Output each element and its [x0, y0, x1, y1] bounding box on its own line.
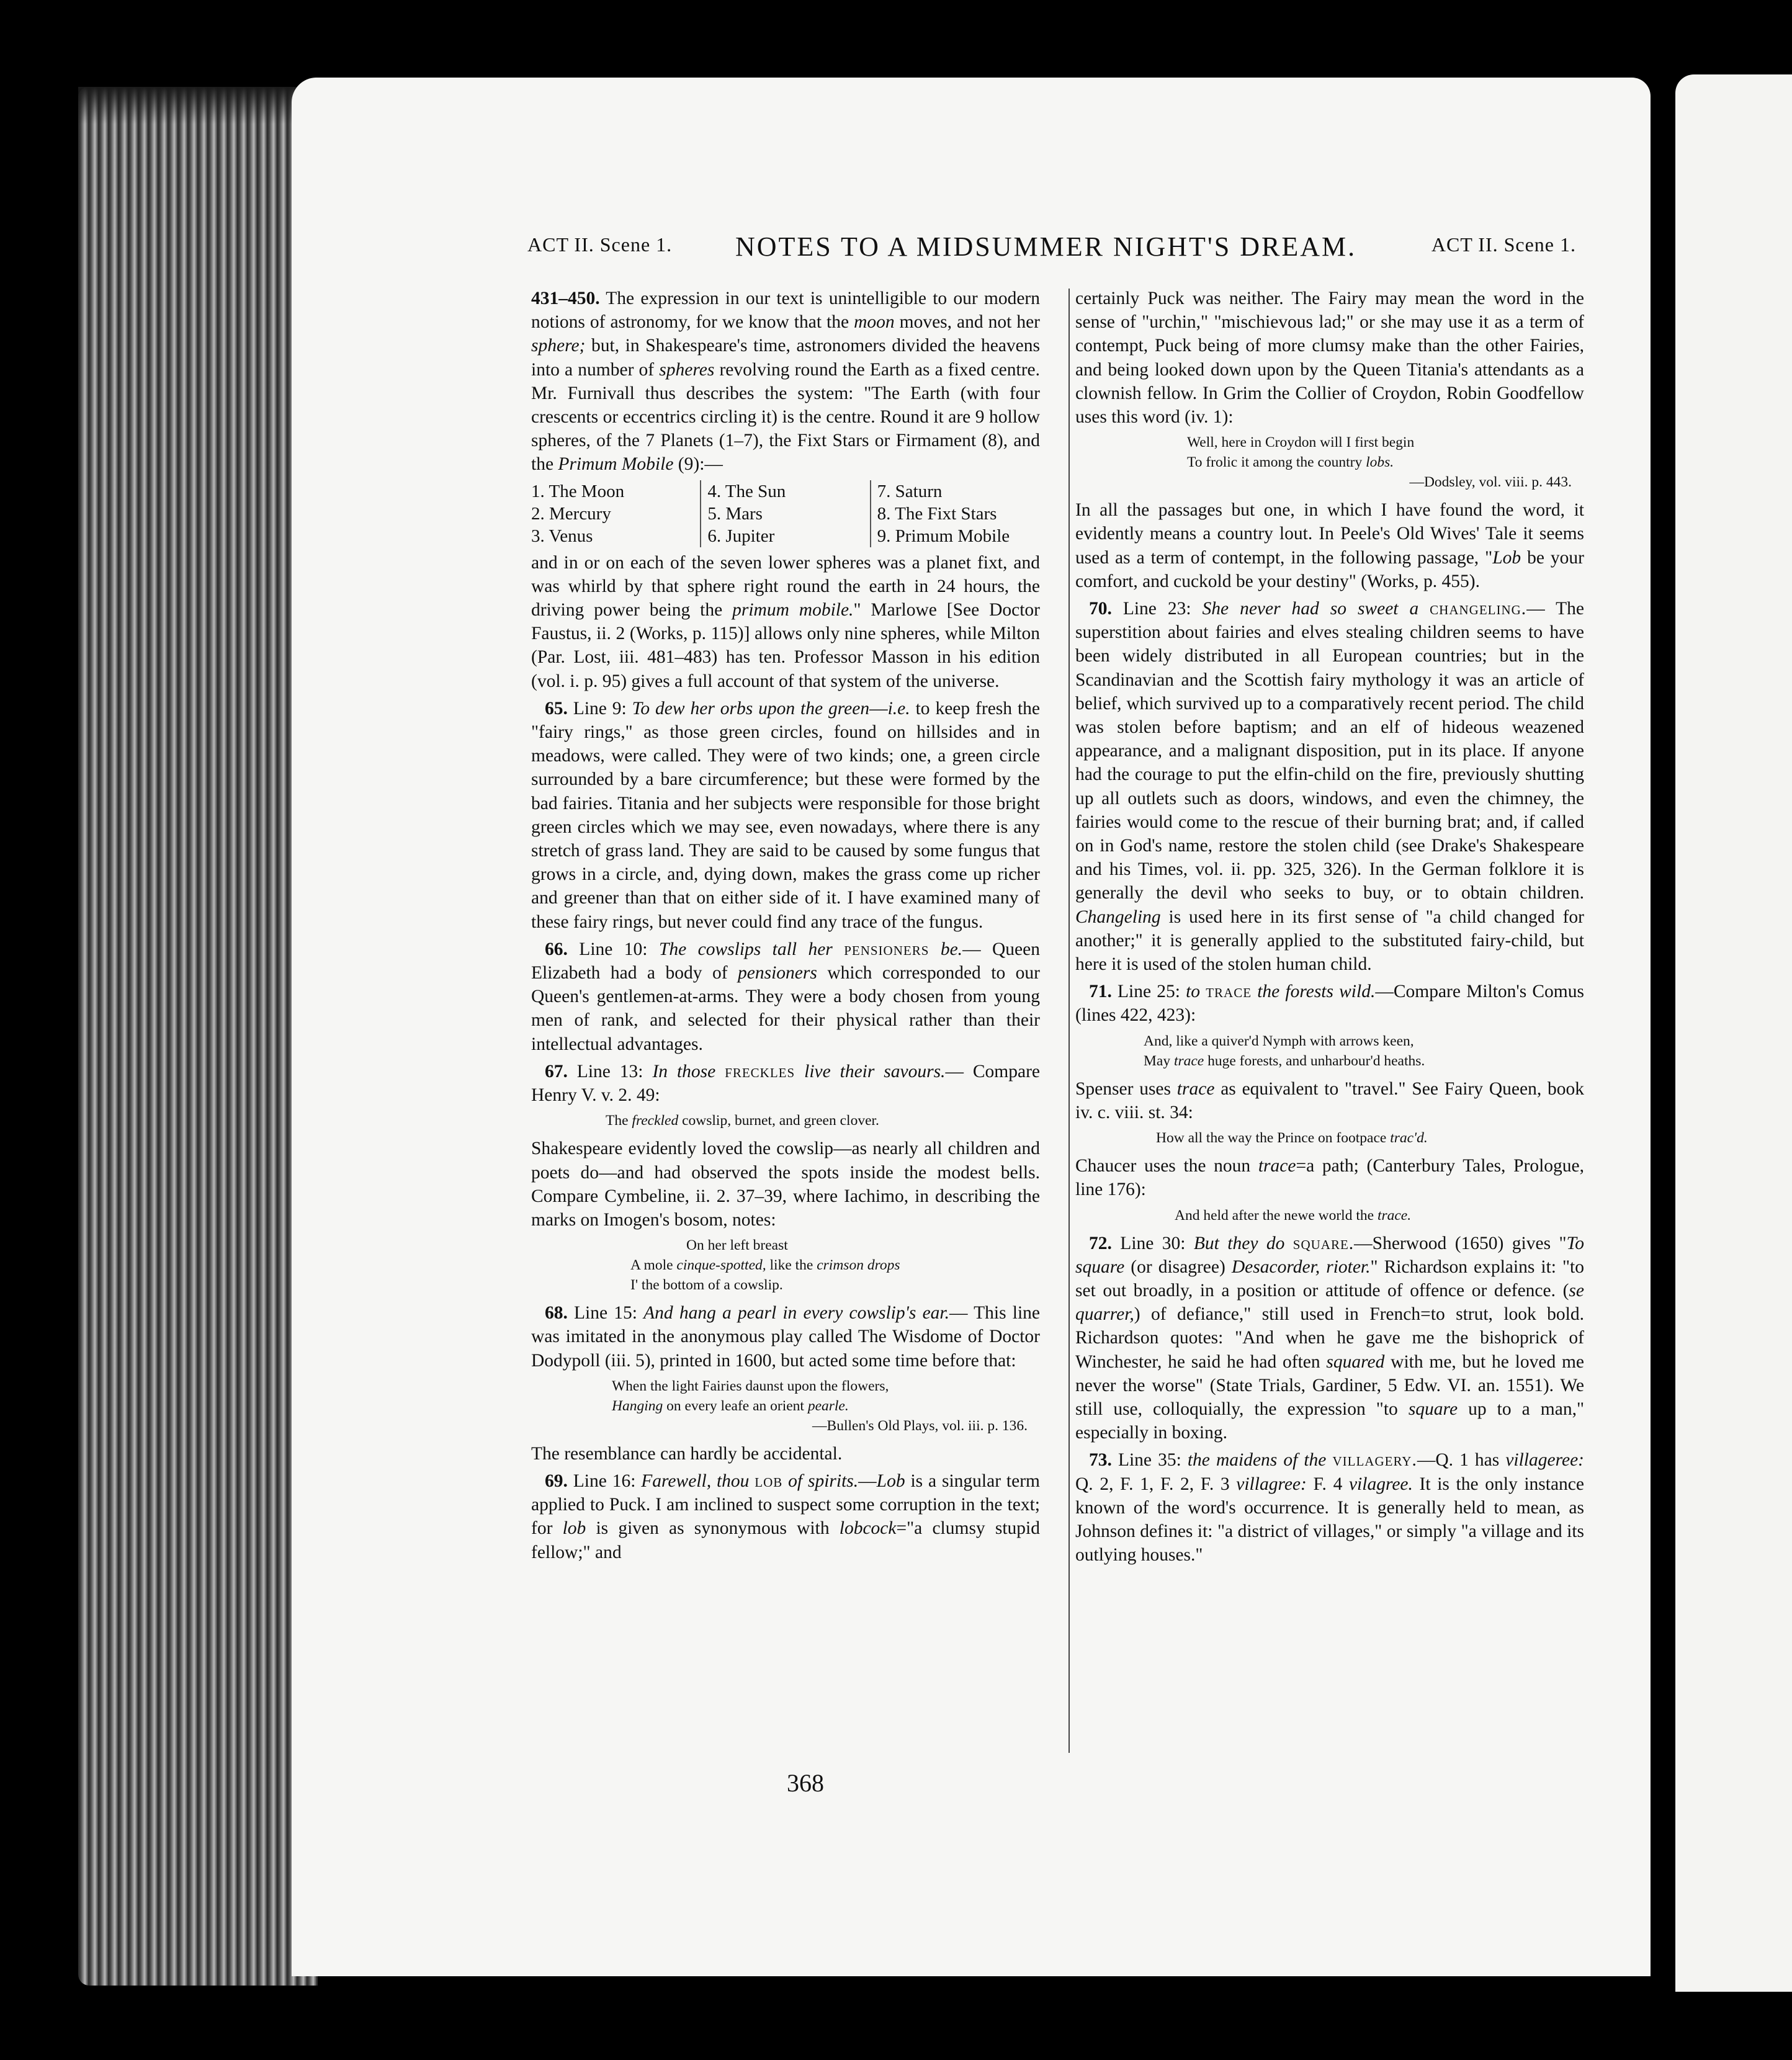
spheres-table [531, 480, 1040, 547]
column-divider [1068, 289, 1070, 1753]
quote-fairy-queen: How all the way the Prince on footpace trac'd. [1156, 1130, 1428, 1147]
note-67-continued: Shakespeare evidently loved the cowslip—as nearly all children and poets do—and had observed the spots inside the modest bells. Compare Cymbeline, ii. 2. 37–39, where Iachimo, in describing the marks on Imogen's bosom, notes: [531, 1139, 1040, 1230]
note-67: 67. Line 13: In those freckles live their savours.— Compare Henry V. v. 2. 49: [531, 1061, 1041, 1106]
running-header [527, 231, 1576, 268]
table-row: 3. Venus 6. Jupiter 9. Primum Mobile [531, 525, 1040, 547]
quote-comus: And, like a quiver'd Nymph with arrows keen, May trace huge forests, and unharbour'd heaths. [1144, 1032, 1425, 1069]
left-column [531, 287, 1040, 1568]
note-71: 71. Line 25: to trace the forests wild.—Compare Milton's Comus (lines 422, 423): [1075, 982, 1584, 1026]
quote-grim-collier: Well, here in Croydon will I first begin To frolic it among the country lobs. —Dodsley, vol. viii. p. 443. [1187, 434, 1572, 491]
book-page-edges [78, 87, 318, 1986]
note-71-continued: Spenser uses trace as equivalent to "travel." See Fairy Queen, book iv. c. viii. st. 34: [1075, 1078, 1585, 1122]
header-act-scene-right: ACT II. Scene 1. [1431, 233, 1576, 256]
quote-dodypoll: When the light Fairies daunst upon the flowers, Hanging on every leafe an orient pearle. —Bullen's Old Plays, vol. iii. p. 136. [612, 1377, 1028, 1434]
header-act-scene-left: ACT II. Scene 1. [527, 233, 673, 256]
note-72: 72. Line 30: But they do square.—Sherwood (1650) gives "To square (or disagree) Desacorder, rioter." Richardson explains it: "to set out broadly, in a position or attitude of offence or defence. (se quarrer,) of defiance," still used in French=to strut, look bold. Richardson quotes: "And when he gave me the bishoprick of Winchester, he said he had often squared with me, but he loved me never the worse" (State Trials, Gardiner, 5 Edw. VI. an. 1551). We still use, colloquially, the expression "to square up to a man," especially in boxing. [1075, 1233, 1585, 1443]
page-number: 368 [787, 1769, 824, 1797]
note-68: 68. Line 15: And hang a pearl in every cowslip's ear.— This line was imitated in the anonymous play called The Wisdome of Doctor Dodypoll (iii. 5), printed in 1600, but acted some time before that: [531, 1303, 1040, 1371]
quote-cymbeline: On her left breast A mole cinque-spotted, like the crimson drops I' the bottom of a cowslip. [630, 1237, 900, 1294]
note-70: 70. Line 23: She never had so sweet a changeling.— The superstition about fairies and elves stealing children seems to have been widely distributed in all European countries; but in the Scandinavian and the Scottish fairy mythology it was an article of belief, which survived up to a comparatively recent period. The child was stolen before baptism; and an elf of hideous weazened appearance, and a malignant disposition, put in its place. If anyone had the courage to put the elfin-child on the fire, previously shutting up all outlets such as doors, windows, and even the chimney, the fairies would come to the rescue of their burning brat; and, if called on in God's name, restore the stolen child (see Drake's Shakespeare and his Times, vol. ii. pp. 325, 326). In the German folklore it is generally the devil who seeks to buy, or to obtain children. Changeling is used here in its first sense of "a child changed for another;" it is generally applied to the substituted fairy-child, but here it is used of the stolen human child. [1075, 599, 1584, 975]
right-column [1075, 287, 1584, 1570]
table-row: 1. The Moon 4. The Sun 7. Saturn [531, 480, 1040, 503]
quote-canterbury: And held after the newe world the trace. [1175, 1207, 1412, 1224]
note-69-continued-2: In all the passages but one, in which I have found the word, it evidently means a country lout. In Peele's Old Wives' Tale it seems used as a term of contempt, in the following passage, "Lob be your comfort, and cuckold be your destiny" (Works, p. 455). [1075, 500, 1585, 591]
note-71-continued-2: Chaucer uses the noun trace=a path; (Canterbury Tales, Prologue, line 176): [1075, 1156, 1584, 1200]
quote-henry-v: The freckled cowslip, burnet, and green clover. [606, 1113, 879, 1129]
note-73: 73. Line 35: the maidens of the villagery.—Q. 1 has villageree: Q. 2, F. 1, F. 2, F. 3 villagree: F. 4 vilagree. It is the only instance known of the word's occurrence. It is generally held to mean, as Johnson defines it: "a district of villages," or simply "a village and its outlying houses." [1075, 1450, 1584, 1565]
note-69-continued: certainly Puck was neither. The Fairy may mean the word in the sense of "urchin," "mischievous lad;" or she may use it as a term of contempt, Puck being of more clumsy make than the other Fairies, and being looked down upon by the Queen Titania's attendants as a clownish fellow. In Grim the Collier of Croydon, Robin Goodfellow uses this word (iv. 1): [1075, 289, 1584, 428]
note-431-continued: and in or on each of the seven lower spheres was a planet fixt, and was whirld by that sphere right round the earth in 24 hours, the driving power being the primum mobile." Marlowe [See Doctor Faustus, ii. 2 (Works, p. 115)] allows only nine spheres, while Milton (Par. Lost, iii. 481–483) has ten. Professor Masson in his edition (vol. i. p. 95) gives a full account of that system of the universe. [531, 552, 1040, 691]
note-66: 66. Line 10: The cowslips tall her pensioners be.— Queen Elizabeth had a body of pensioners which corresponded to our Queen's gentlemen-at-arms. They were a body chosen from young men of rank, and selected for their physical rather than their intellectual advantages. [531, 939, 1040, 1054]
table-row: 2. Mercury 5. Mars 8. The Fixt Stars [531, 503, 1040, 525]
note-68-continued: The resemblance can hardly be accidental. [531, 1443, 843, 1464]
header-title: NOTES TO A MIDSUMMER NIGHT'S DREAM. [735, 231, 1357, 262]
note-431: 431–450. The expression in our text is unintelligible to our modern notions of astronomy, for we know that the moon moves, and not her sphere; but, in Shakespeare's time, astronomers divided the heavens into a number of spheres revolving round the Earth as a fixed centre. Mr. Furnivall thus describes the system: "The Earth (with four crescents or eccentrics circling it) is the centre. Round it are 9 hollow spheres, of the 7 Planets (1–7), the Fixt Stars or Firmament (8), and the Primum Mobile (9):— [531, 289, 1040, 475]
note-65: 65. Line 9: To dew her orbs upon the green—i.e. to keep fresh the "fairy rings," as those green circles, found on hillsides and in meadows, were called. They were of two kinds; one, a green circle surrounded by a bare circumference; but these were formed by the bad fairies. Titania and her subjects were responsible for those bright green circles which we may see, even nowadays, where there is any stretch of grass land. They are said to be caused by some fungus that grows in a circle, and, dying down, makes the grass come up richer and greener than that on either side of it. I have examined many of these fairy rings, but never could find any trace of the fungus. [531, 698, 1040, 932]
adjacent-page-fragment [1675, 74, 1792, 1992]
note-69: 69. Line 16: Farewell, thou lob of spirits.—Lob is a singular term applied to Puck. I am inclined to suspect some corruption in the text; for lob is given as synonymous with lobcock="a clumsy stupid fellow;" and [531, 1471, 1040, 1562]
